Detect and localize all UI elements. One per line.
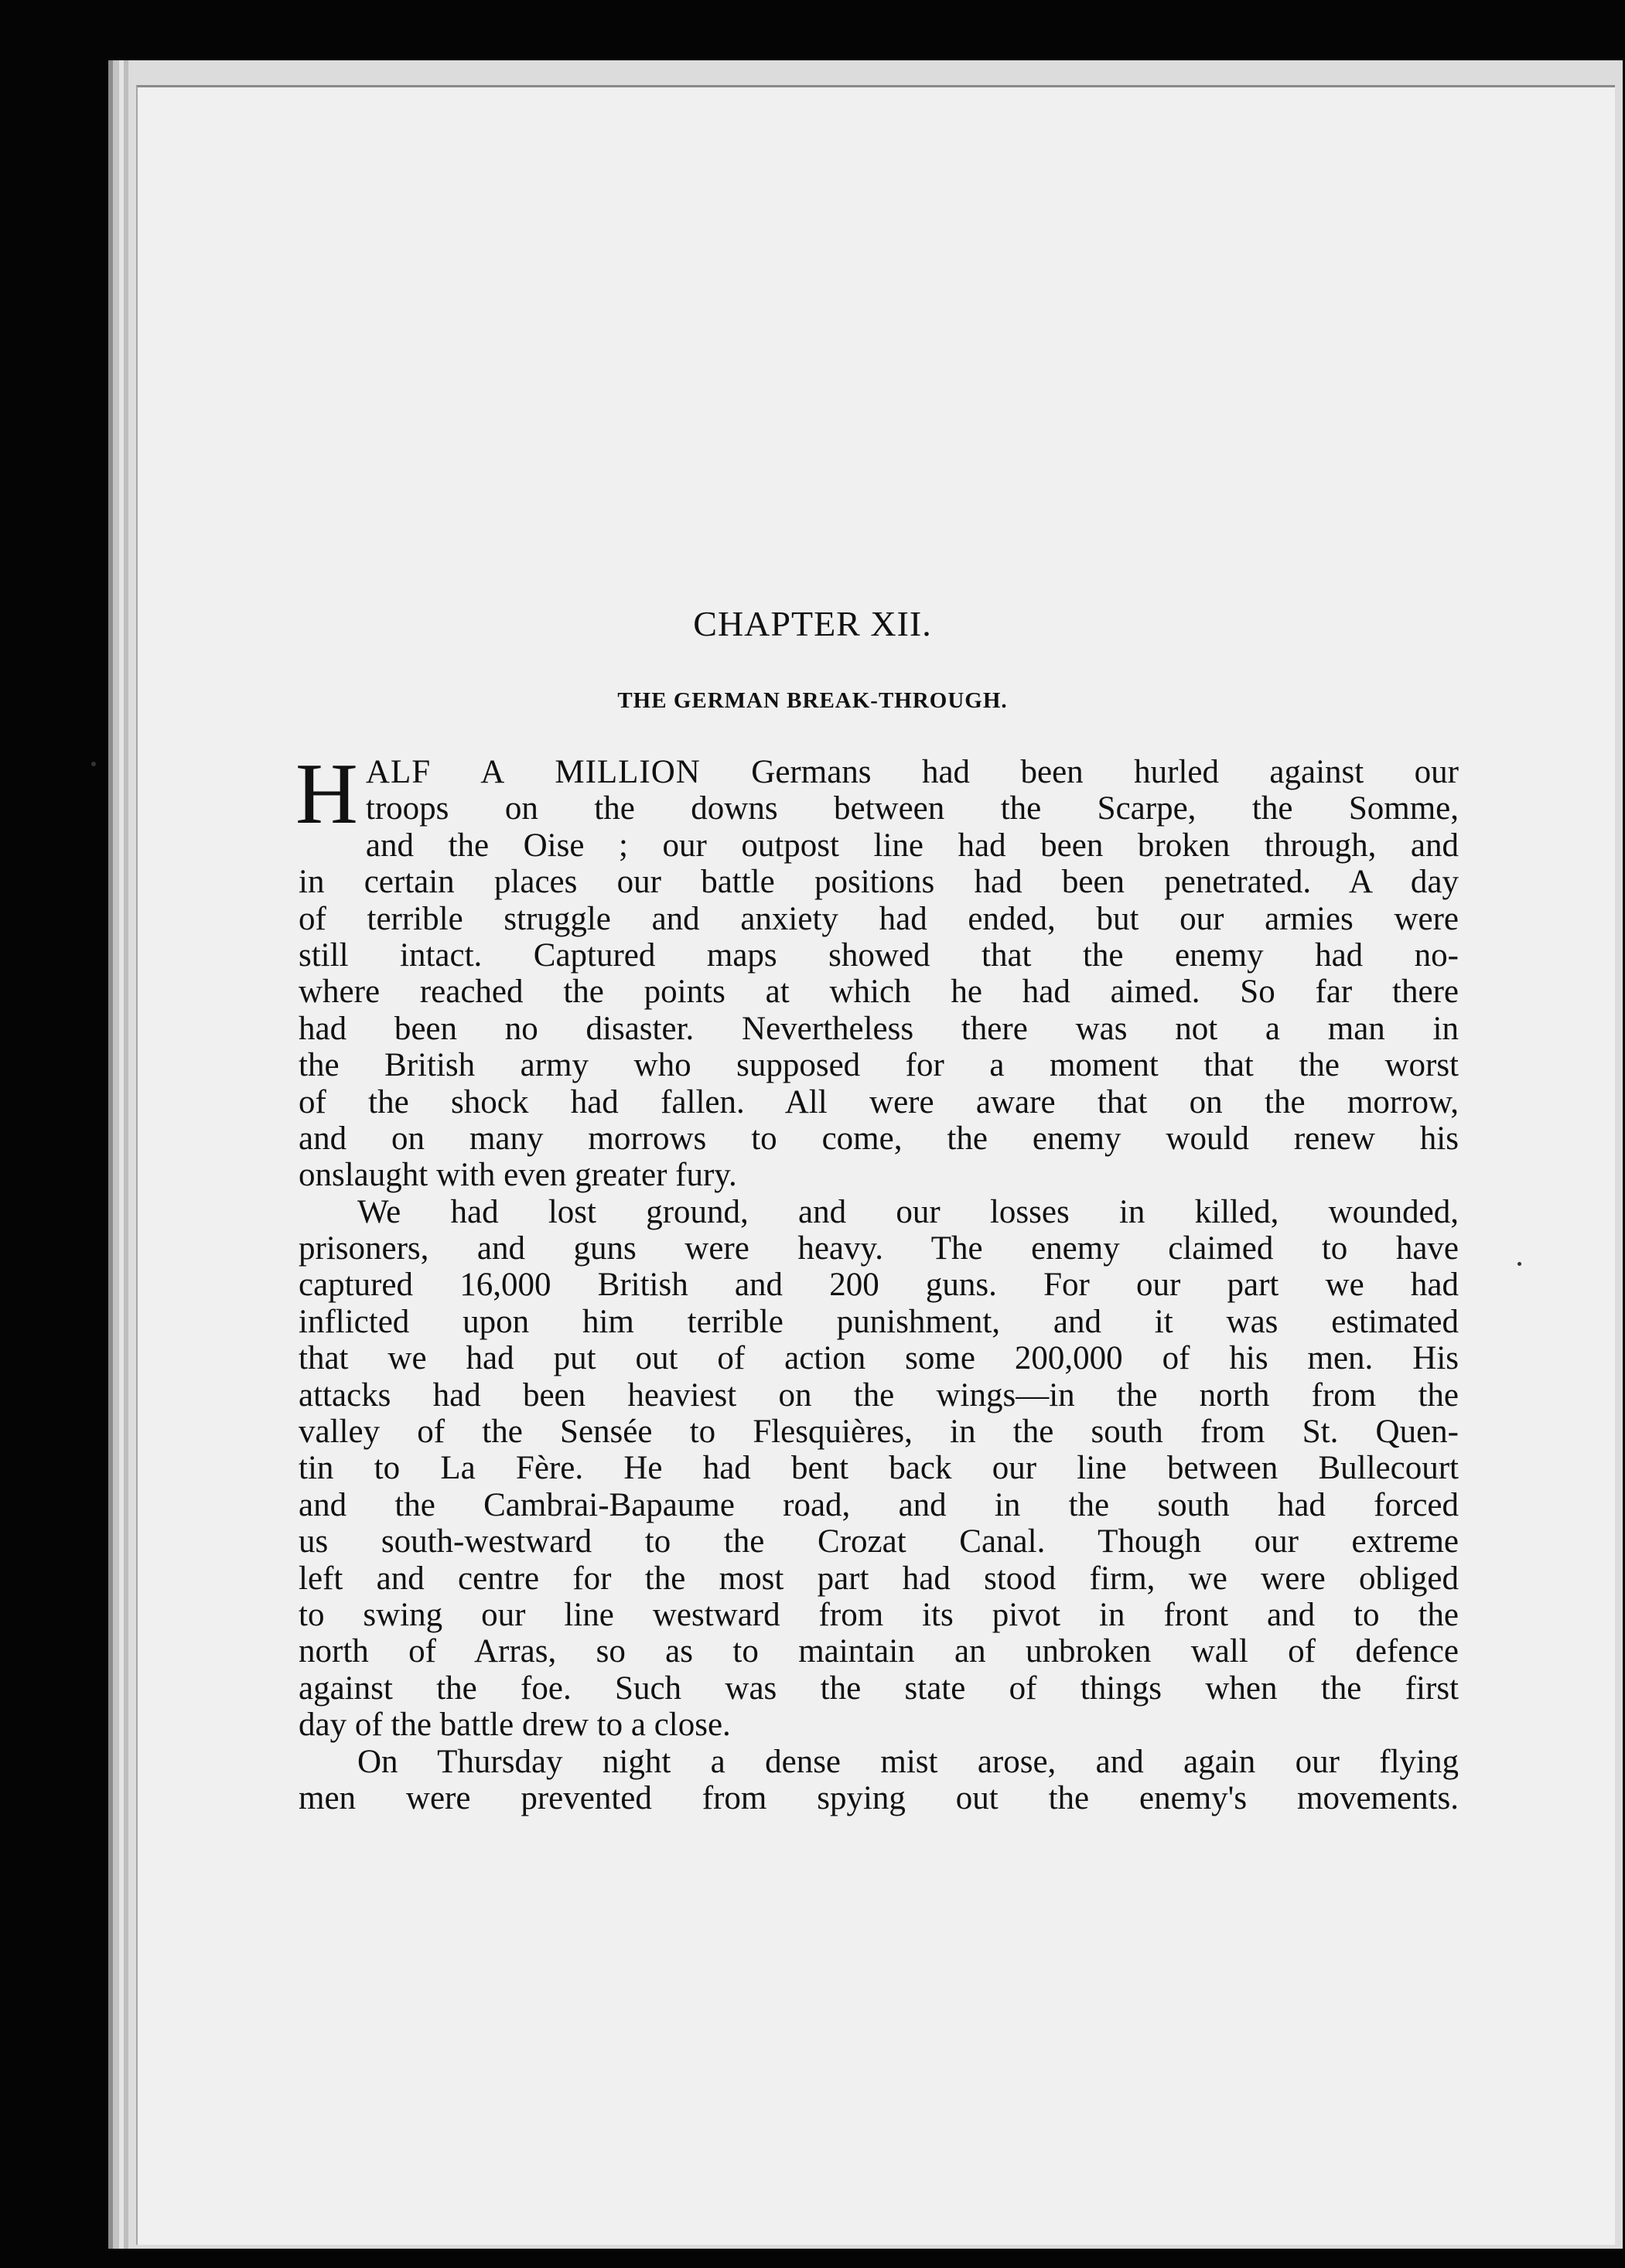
paragraph-3 xyxy=(299,1744,1459,1817)
text-line: and the Oise ; our outpost line had been broken through, and xyxy=(365,827,1459,864)
text-line: inflicted upon him terrible punishment, and it was estimated xyxy=(299,1303,1459,1340)
chapter-body-text xyxy=(295,746,1459,1816)
text-line: and on many morrows to come, the enemy would renew his xyxy=(299,1120,1459,1157)
text-line: tin to La Fère. He had bent back our line between Bullecourt xyxy=(299,1450,1459,1487)
text-line: still intact. Captured maps showed that the enemy had no- xyxy=(299,936,1459,974)
scan-speck xyxy=(1517,1262,1521,1266)
text-line: us south-westward to the Crozat Canal. Though our extreme xyxy=(299,1523,1459,1560)
chapter-subtitle: THE GERMAN BREAK-THROUGH. xyxy=(617,688,1008,713)
paragraph-2 xyxy=(299,1194,1459,1744)
text-line: where reached the points at which he had aimed. So far there xyxy=(299,974,1459,1011)
text-line: left and centre for the most part had stood firm, we were obliged xyxy=(299,1560,1459,1597)
text-line: prisoners, and guns were heavy. The enemy claimed to have xyxy=(299,1230,1459,1267)
text-line: north of Arras, so as to maintain an unbroken wall of defence xyxy=(299,1633,1459,1670)
text-line: to swing our line westward from its pivot in front and to the xyxy=(299,1596,1459,1633)
text-line: that we had put out of action some 200,000 of his men. His xyxy=(299,1340,1459,1377)
drop-cap: H xyxy=(295,746,358,842)
text-line: of the shock had fallen. All were aware that on the morrow, xyxy=(299,1083,1459,1120)
text-line: On Thursday night a dense mist arose, and again our flying xyxy=(357,1743,1459,1780)
text-line: We had lost ground, and our losses in killed, wounded, xyxy=(357,1193,1459,1230)
text-line: men were prevented from spying out the enemy's movements. xyxy=(299,1779,1459,1816)
text-line: of terrible struggle and anxiety had ended, but our armies were xyxy=(299,900,1459,937)
text-line: valley of the Sensée to Flesquières, in the south from St. Quen- xyxy=(299,1414,1459,1451)
text-line: the British army who supposed for a moment that the worst xyxy=(299,1047,1459,1084)
text-line: attacks had been heaviest on the wings—in the north from the xyxy=(299,1376,1459,1414)
text-line: and the Cambrai-Bapaume road, and in the south had forced xyxy=(299,1486,1459,1523)
scan-speck xyxy=(91,762,96,766)
line-rest: Germans had been hurled against our xyxy=(751,754,1459,790)
text-line: had been no disaster. Nevertheless there was not a man in xyxy=(299,1010,1459,1047)
text-line xyxy=(299,754,1459,790)
chapter-title: CHAPTER XII. xyxy=(693,604,932,643)
lead-words: ALF A MILLION xyxy=(365,754,701,790)
text-line: troops on the downs between the Scarpe, the Somme, xyxy=(365,790,1459,827)
paragraph-1 xyxy=(295,746,1459,1194)
text-line: day of the battle drew to a close. xyxy=(299,1707,731,1744)
text-line: in certain places our battle positions had been penetrated. A day xyxy=(299,864,1459,901)
text-line: against the foe. Such was the state of things when the first xyxy=(299,1669,1459,1707)
text-line: captured 16,000 British and 200 guns. For our part we had xyxy=(299,1267,1459,1304)
text-line: onslaught with even greater fury. xyxy=(299,1157,737,1194)
